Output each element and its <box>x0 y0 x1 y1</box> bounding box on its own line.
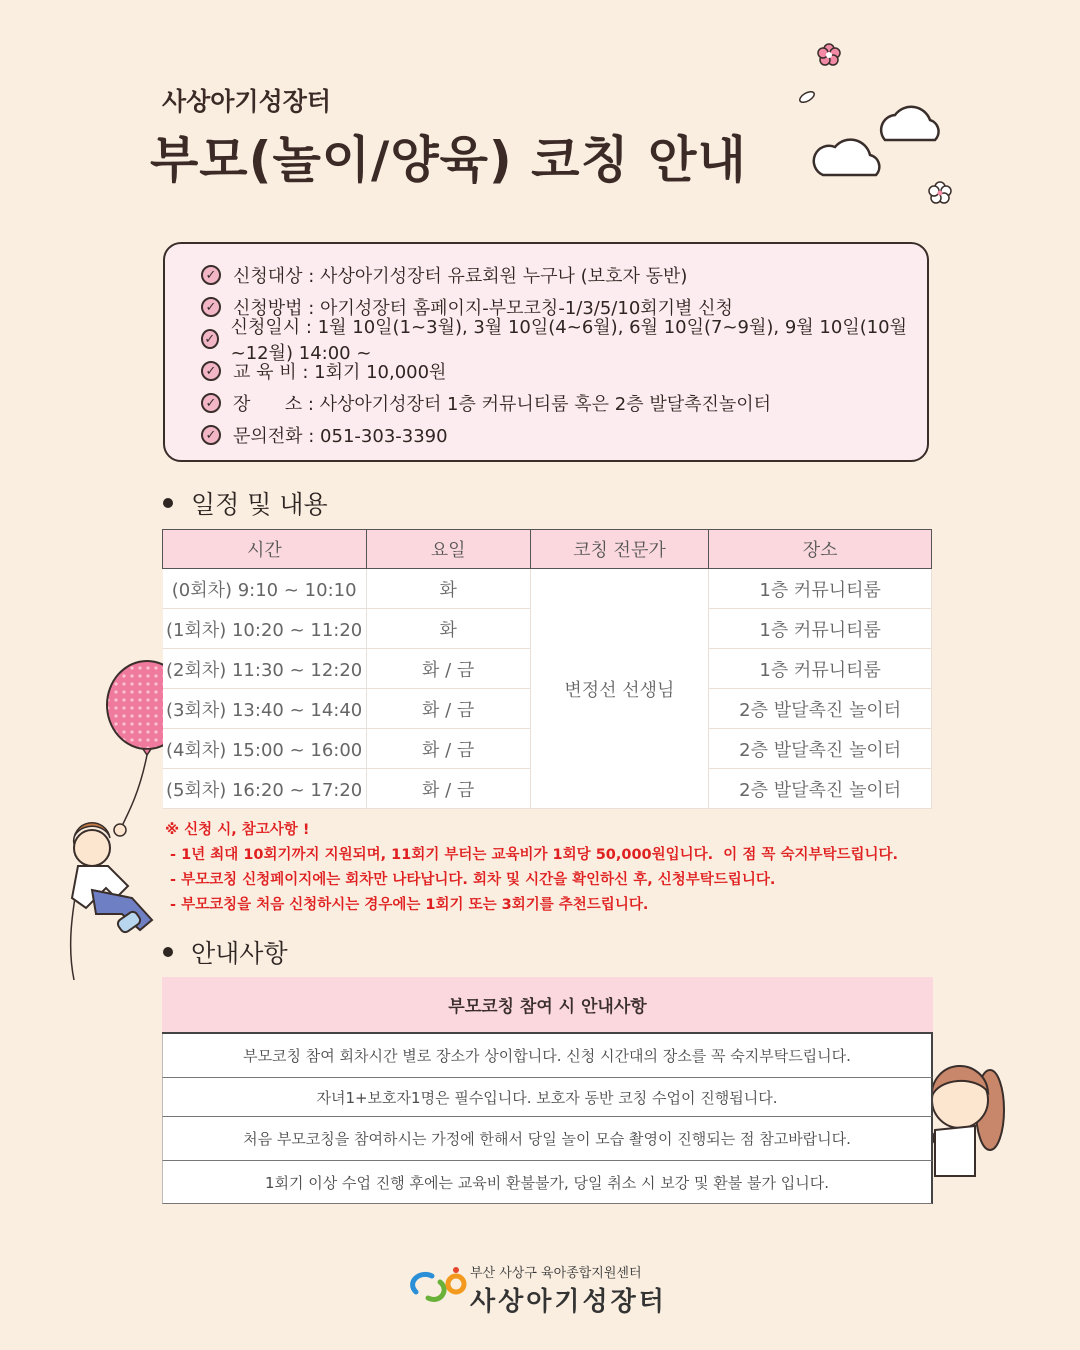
guide-heading <box>163 934 288 970</box>
time-cell: (1회차) 10:20 ~ 11:20 <box>163 609 367 649</box>
guide-heading-text: 안내사항 <box>191 939 288 968</box>
application-notes <box>165 818 898 918</box>
day-cell: 화 / 금 <box>366 649 530 689</box>
day-cell: 화 <box>366 609 530 649</box>
day-cell: 화 / 금 <box>366 689 530 729</box>
cloud-icon <box>814 140 880 175</box>
time-cell: (3회차) 13:40 ~ 14:40 <box>163 689 367 729</box>
check-circle-icon: ✓ <box>201 297 221 317</box>
info-row-phone <box>201 420 448 450</box>
page-title: 부모(놀이/양육) 코칭 안내 <box>150 131 747 189</box>
leaf-icon <box>798 90 816 105</box>
cloud-icon <box>881 107 938 140</box>
place-cell: 2층 발달촉진 놀이터 <box>709 729 932 769</box>
info-text: 신청일시 : 1월 10일(1~3월), 3월 10일(4~6월), 6월 10일(7~9월), 9월 10일(10월~12월) 14:00 ~ <box>230 317 908 364</box>
info-text: 장 소 : 사상아기성장터 1층 커뮤니티룸 혹은 2층 발달촉진놀이터 <box>233 394 772 415</box>
footer-org: 부산 사상구 육아종합지원센터 <box>470 1266 642 1281</box>
column-header-coach: 코칭 전문가 <box>530 530 709 569</box>
flower-icon <box>929 182 951 203</box>
application-info-box <box>163 242 929 462</box>
time-cell: (2회차) 11:30 ~ 12:20 <box>163 649 367 689</box>
flower-icon <box>818 44 840 65</box>
note-item: - 1년 최대 10회기까지 지원되며, 11회기 부터는 교육비가 1회당 50,000원입니다. 이 점 꼭 숙지부탁드립니다. <box>165 847 899 863</box>
table-row: 처음 부모코칭을 참여하시는 가정에 한해서 당일 놀이 모습 촬영이 진행되는 점 참고바랍니다. <box>162 1117 933 1161</box>
footer-name: 사상아기성장터 <box>470 1287 667 1317</box>
info-text: 문의전화 : 051-303-3390 <box>233 426 448 447</box>
note-item: - 부모코칭 신청페이지에는 회차만 나타납니다. 회차 및 시간을 확인하신 후, 신청부탁드립니다. <box>165 872 776 888</box>
table-header-row <box>163 530 932 569</box>
guide-table <box>162 977 933 1204</box>
schedule-heading-text: 일정 및 내용 <box>191 490 328 519</box>
bullet-icon <box>163 498 173 508</box>
time-cell: (5회차) 16:20 ~ 17:20 <box>163 769 367 809</box>
check-circle-icon: ✓ <box>201 265 221 285</box>
column-header-time: 시간 <box>163 530 367 569</box>
table-row <box>163 569 932 609</box>
day-cell: 화 <box>366 569 530 609</box>
table-row: 부모코칭 참여 회차시간 별로 장소가 상이합니다. 신청 시간대의 장소를 꼭 숙지부탁드립니다. <box>162 1034 933 1078</box>
column-header-day: 요일 <box>366 530 530 569</box>
bullet-icon <box>163 947 173 957</box>
guide-table-title: 부모코칭 참여 시 안내사항 <box>162 977 933 1034</box>
place-cell: 2층 발달촉진 놀이터 <box>709 769 932 809</box>
info-row-date <box>201 317 927 364</box>
table-row: 1회기 이상 수업 진행 후에는 교육비 환불불가, 당일 취소 시 보강 및 환불 불가 입니다. <box>162 1161 933 1204</box>
info-text: 교 육 비 : 1회기 10,000원 <box>233 362 447 383</box>
footer-logo <box>400 1262 667 1318</box>
day-cell: 화 / 금 <box>366 729 530 769</box>
time-cell: (4회차) 15:00 ~ 16:00 <box>163 729 367 769</box>
check-circle-icon: ✓ <box>201 361 221 381</box>
info-row-target <box>201 260 687 290</box>
info-text: 신청대상 : 사상아기성장터 유료회원 누구나 (보호자 동반) <box>233 266 688 287</box>
schedule-table <box>162 529 932 809</box>
info-row-fee <box>201 356 446 386</box>
check-circle-icon: ✓ <box>201 393 221 413</box>
check-circle-icon: ✓ <box>201 329 219 349</box>
place-cell: 1층 커뮤니티룸 <box>709 649 932 689</box>
day-cell: 화 / 금 <box>366 769 530 809</box>
boy-illustration <box>71 823 152 980</box>
column-header-place: 장소 <box>709 530 932 569</box>
place-cell: 1층 커뮤니티룸 <box>709 609 932 649</box>
place-cell: 1층 커뮤니티룸 <box>709 569 932 609</box>
note-item: - 부모코칭을 처음 신청하시는 경우에는 1회기 또는 3회기를 추천드립니다. <box>165 897 649 913</box>
place-cell: 2층 발달촉진 놀이터 <box>709 689 932 729</box>
page-subtitle: 사상아기성장터 <box>162 87 332 116</box>
time-cell: (0회차) 9:10 ~ 10:10 <box>163 569 367 609</box>
schedule-heading <box>163 485 328 521</box>
table-row: 자녀1+보호자1명은 필수입니다. 보호자 동반 코칭 수업이 진행됩니다. <box>162 1078 933 1117</box>
check-circle-icon: ✓ <box>201 425 221 445</box>
coach-cell: 변정선 선생님 <box>530 569 709 809</box>
info-text: 신청방법 : 아기성장터 홈페이지-부모코칭-1/3/5/10회기별 신청 <box>233 298 733 319</box>
info-row-place <box>201 388 771 418</box>
notes-title: ※ 신청 시, 참고사항 ! <box>165 822 310 838</box>
